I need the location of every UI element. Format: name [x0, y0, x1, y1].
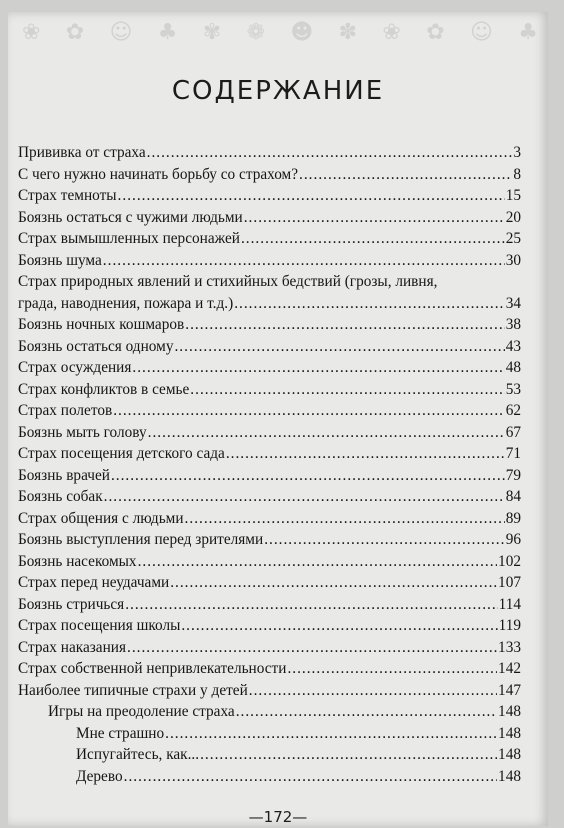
toc-entry — [18, 142, 521, 164]
leader-dots — [125, 594, 497, 616]
leader-dots — [113, 400, 505, 422]
toc-entry — [18, 400, 521, 422]
ornament-icon: ❀ — [22, 19, 41, 45]
ornament-icon: ♣ — [157, 19, 178, 45]
entry-page: 3 — [513, 144, 521, 161]
leader-dots — [138, 551, 497, 573]
entry-title: С чего нужно начинать борьбу со страхом? — [18, 165, 299, 183]
entry-page: 38 — [505, 316, 521, 333]
toc-entry — [18, 293, 521, 315]
toc-entry — [18, 207, 521, 229]
entry-page: 96 — [505, 531, 521, 548]
entry-title: Испугайтесь, как... — [76, 746, 200, 763]
toc-entry — [18, 357, 521, 379]
page-number: —172— — [248, 808, 308, 826]
leader-dots — [181, 615, 497, 637]
leader-dots — [185, 508, 505, 530]
entry-title: Страх перед неудачами — [18, 574, 170, 591]
toc-entry — [18, 680, 521, 702]
entry-page: 62 — [505, 402, 521, 419]
ornament-icon: ❁ — [246, 19, 266, 45]
ornament-icon: ✽ — [338, 19, 358, 45]
toc-entry — [18, 443, 521, 465]
entry-title: Страх посещения школы — [18, 617, 181, 634]
entry-title: Боязнь насекомых — [18, 552, 137, 570]
leader-dots — [132, 357, 504, 379]
ornament-icon: ✿ — [65, 19, 85, 45]
ornament-icon: ✾ — [202, 19, 222, 45]
toc-entry — [18, 314, 521, 336]
ornament-icon: ☺ — [109, 19, 133, 45]
entry-title: Страх вымышленных персонажей — [18, 230, 240, 247]
entry-title: Страх общения с людьми — [18, 509, 184, 527]
toc-entry — [18, 615, 521, 637]
entry-title: Страх осуждения — [18, 359, 132, 376]
toc-entry — [18, 572, 521, 594]
toc-entry — [18, 185, 521, 207]
entry-page: 148 — [498, 703, 521, 720]
page-title: СОДЕРЖАНИЕ — [171, 76, 385, 106]
entry-page: 114 — [498, 595, 521, 613]
toc-entry — [18, 465, 521, 487]
leader-dots — [241, 228, 505, 250]
toc-entry — [18, 658, 521, 680]
entry-page: 107 — [498, 574, 521, 591]
entry-page: 34 — [505, 294, 521, 312]
ornament-icon: ♣ — [518, 19, 538, 45]
toc-subentry — [18, 766, 521, 788]
toc-entry — [18, 422, 521, 444]
entry-title: Боязнь выступления перед зрителями — [18, 531, 264, 548]
leader-dots — [234, 293, 505, 315]
entry-page: 148 — [498, 724, 521, 742]
ornament-strip — [22, 12, 538, 52]
toc-entry — [18, 551, 521, 573]
entry-page: 53 — [505, 380, 521, 398]
leader-dots — [190, 379, 504, 401]
leader-dots — [200, 744, 497, 766]
entry-page: 142 — [498, 660, 521, 677]
toc-entry — [18, 529, 521, 551]
entry-page: 67 — [505, 423, 521, 441]
leader-dots — [148, 422, 505, 444]
entry-title: Игры на преодоление страха — [48, 703, 235, 720]
entry-title: Прививка от страха — [18, 144, 146, 161]
toc-entry — [18, 637, 521, 659]
leader-dots — [124, 766, 497, 788]
entry-title: Мне страшно — [76, 724, 165, 742]
entry-title: Страх природных явлений и стихийных бедствий (грозы, ливня, — [18, 273, 438, 290]
ornament-icon: ☺ — [469, 19, 493, 45]
toc-entry-line — [18, 271, 521, 293]
entry-title: Страх темноты — [18, 187, 117, 204]
toc-entry — [18, 508, 521, 530]
entry-title: Боязнь стричься — [18, 595, 125, 613]
leader-dots — [226, 443, 505, 465]
entry-page: 119 — [498, 617, 521, 634]
entry-page: 15 — [505, 187, 521, 204]
leader-dots — [103, 250, 505, 272]
leader-dots — [127, 637, 497, 659]
table-of-contents — [18, 142, 521, 787]
leader-dots — [299, 164, 512, 186]
leader-dots — [104, 486, 505, 508]
entry-title: Боязнь остаться с чужими людьми — [18, 208, 243, 226]
entry-title: Наиболее типичные страхи у детей — [18, 681, 248, 699]
entry-title: Страх полетов — [18, 402, 113, 419]
entry-page: 30 — [505, 251, 521, 269]
entry-page: 133 — [498, 638, 521, 656]
toc-entry — [18, 379, 521, 401]
ornament-icon: ✿ — [426, 19, 445, 45]
entry-page: 8 — [513, 165, 521, 183]
leader-dots — [165, 723, 497, 745]
entry-page: 102 — [498, 552, 521, 570]
entry-title: Боязнь собак — [18, 488, 103, 505]
entry-title: Боязнь шума — [18, 251, 102, 269]
entry-page: 71 — [505, 445, 521, 462]
toc-entry — [18, 486, 521, 508]
entry-title: Боязнь врачей — [18, 466, 110, 484]
leader-dots — [170, 572, 497, 594]
toc-entry — [18, 336, 521, 358]
entry-page: 43 — [505, 337, 521, 355]
entry-title: Дерево — [76, 767, 123, 785]
toc-entry — [18, 228, 521, 250]
leader-dots — [287, 658, 497, 680]
entry-page: 79 — [505, 466, 521, 484]
toc-subentry — [18, 723, 521, 745]
entry-title: Боязнь мыть голову — [18, 423, 147, 441]
leader-dots — [249, 680, 497, 702]
ornament-icon: ❀ — [382, 19, 401, 45]
entry-page: 148 — [498, 746, 521, 763]
toc-entry — [18, 164, 521, 186]
leader-dots — [147, 142, 513, 164]
toc-subentry — [18, 744, 521, 766]
entry-title: Боязнь остаться одному — [18, 337, 174, 355]
entry-page: 48 — [505, 359, 521, 376]
leader-dots — [111, 465, 505, 487]
entry-title: Боязнь ночных кошмаров — [18, 316, 185, 333]
entry-page: 89 — [505, 509, 521, 527]
toc-subentry — [18, 701, 521, 723]
leader-dots — [185, 314, 504, 336]
entry-title: Страх посещения детского сада — [18, 445, 225, 462]
leader-dots — [174, 336, 504, 358]
entry-title: Страх наказания — [18, 638, 126, 656]
entry-title-continued: града, наводнения, пожара и т.д.) — [18, 294, 234, 312]
leader-dots — [236, 701, 497, 723]
leader-dots — [264, 529, 505, 551]
entry-page: 84 — [505, 488, 521, 505]
leader-dots — [244, 207, 505, 229]
toc-entry — [18, 250, 521, 272]
entry-page: 20 — [505, 208, 521, 226]
toc-entry — [18, 594, 521, 616]
leader-dots — [118, 185, 505, 207]
entry-page: 25 — [505, 230, 521, 247]
entry-title: Страх собственной непривлекательности — [18, 660, 287, 677]
entry-title: Страх конфликтов в семье — [18, 380, 190, 398]
book-page — [8, 12, 548, 826]
ornament-icon: ☻ — [290, 19, 314, 45]
entry-page: 147 — [498, 681, 521, 699]
entry-page: 148 — [498, 767, 521, 785]
